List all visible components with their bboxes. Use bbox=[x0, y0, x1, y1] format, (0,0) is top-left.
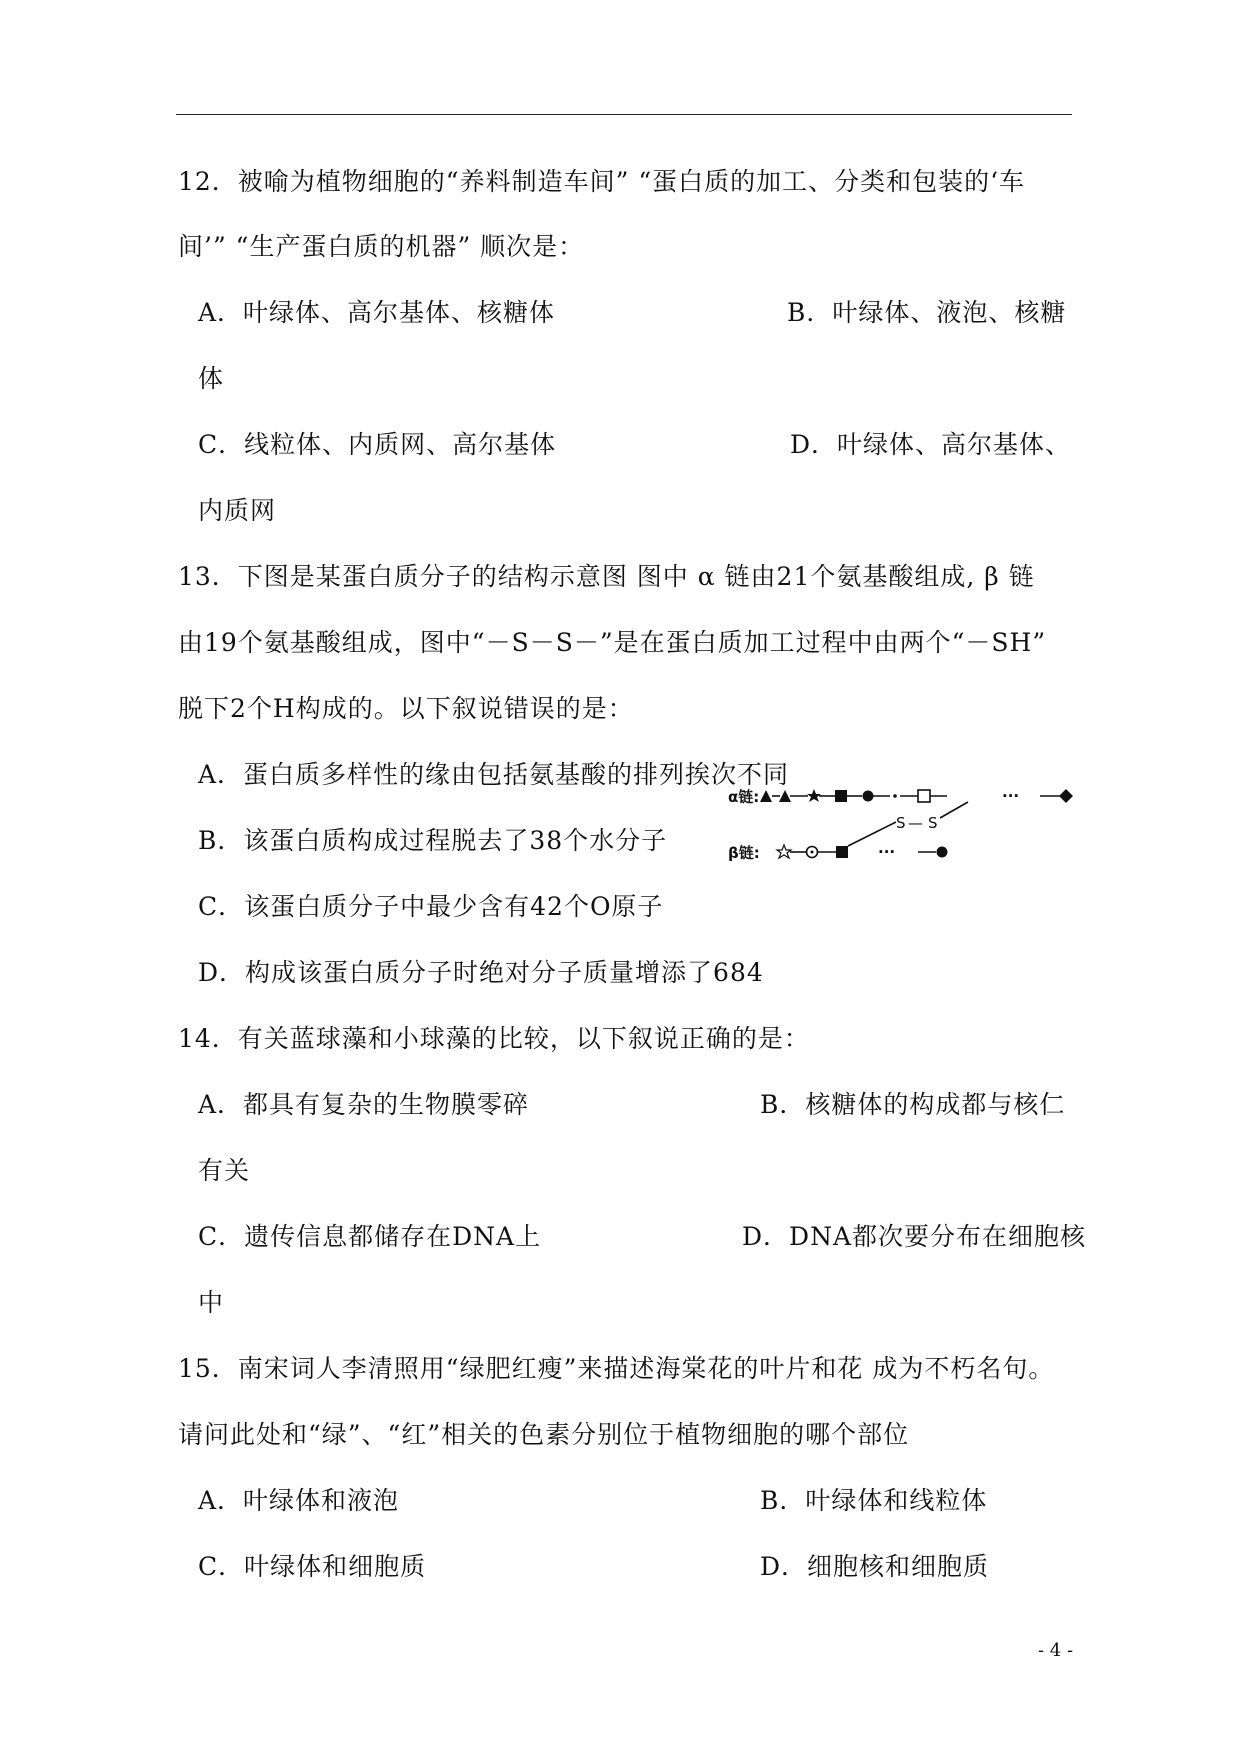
q12-option-b-continued: 体 bbox=[198, 364, 225, 393]
alpha-triangle-residue-2 bbox=[779, 790, 791, 802]
q14-option-b-continued: 有关 bbox=[198, 1156, 251, 1185]
q12-option-d-continued: 内质网 bbox=[198, 496, 277, 525]
q15-option-c: C．叶绿体和细胞质 bbox=[198, 1552, 427, 1581]
q12-stem-line2: 间’” “生产蛋白质的机器” 顺次是： bbox=[178, 232, 585, 261]
q15-option-a: A．叶绿体和液泡 bbox=[198, 1486, 400, 1515]
disulfide-link-alpha bbox=[940, 802, 968, 818]
page-number: - 4 - bbox=[1038, 1640, 1074, 1661]
alpha-triangle-residue-1 bbox=[760, 790, 772, 802]
q13-option-b: B．该蛋白质构成过程脱去了38个水分子 bbox=[198, 826, 668, 855]
q13-option-a: A．蛋白质多样性的缘由包括氨基酸的排列挨次不同 bbox=[198, 760, 790, 789]
sulfur-atom-1: S bbox=[896, 814, 906, 832]
beta-open-circle-center bbox=[811, 851, 814, 854]
q12-option-b: B．叶绿体、液泡、核糖 bbox=[787, 298, 1067, 327]
q15-stem-line1: 15．南宋词人李清照用“绿肥红瘦”来描述海棠花的叶片和花 成为不朽名句。 bbox=[178, 1354, 1055, 1383]
beta-open-star-residue bbox=[777, 845, 791, 858]
sulfur-atom-2: S bbox=[928, 814, 938, 832]
q12-option-d: D．叶绿体、高尔基体、 bbox=[790, 430, 1072, 459]
q12-stem-line1: 12．被喻为植物细胞的“养料制造车间” “蛋白质的加工、分类和包装的‘车 bbox=[178, 167, 1026, 196]
q14-option-c: C．遗传信息都储存在DNA上 bbox=[198, 1222, 542, 1251]
alpha-circle-residue bbox=[863, 791, 874, 802]
q13-stem-line1: 13．下图是某蛋白质分子的结构示意图 图中 α 链由21个氨基酸组成, β 链 bbox=[178, 562, 1035, 591]
q15-stem-line2: 请问此处和“绿”、“红”相关的色素分别位于植物细胞的哪个部位 bbox=[178, 1420, 910, 1449]
q15-option-d: D．细胞核和细胞质 bbox=[760, 1552, 990, 1581]
q13-option-d: D．构成该蛋白质分子时绝对分子质量增添了684 bbox=[198, 958, 764, 987]
q13-stem-line2: 由19个氨基酸组成，图中“－S－S－”是在蛋白质加工过程中由两个“－SH” bbox=[178, 628, 1047, 657]
q14-option-b: B．核糖体的构成都与核仁 bbox=[760, 1090, 1066, 1119]
q14-option-a: A．都具有复杂的生物膜零碎 bbox=[198, 1090, 530, 1119]
q12-option-c: C．线粒体、内质网、高尔基体 bbox=[198, 430, 557, 459]
alpha-square-residue bbox=[835, 790, 847, 802]
alpha-open-square-residue bbox=[918, 790, 930, 802]
alpha-chain-label: α链: bbox=[728, 788, 760, 806]
disulfide-dash: — bbox=[908, 814, 923, 832]
beta-circle-residue bbox=[937, 847, 948, 858]
protein-structure-diagram bbox=[728, 782, 1080, 874]
q14-option-d-continued: 中 bbox=[198, 1288, 225, 1317]
q14-stem: 14．有关蓝球藻和小球藻的比较，以下叙说正确的是： bbox=[178, 1024, 810, 1053]
alpha-diamond-residue bbox=[1059, 789, 1073, 803]
beta-square-residue bbox=[836, 846, 848, 858]
header-rule bbox=[176, 114, 1072, 115]
alpha-ellipsis: ··· bbox=[1002, 787, 1020, 805]
q14-option-d: D．DNA都次要分布在细胞核 bbox=[742, 1222, 1087, 1251]
q12-option-a: A．叶绿体、高尔基体、核糖体 bbox=[198, 298, 556, 327]
q13-stem-line3: 脱下2个H构成的。以下叙说错误的是： bbox=[178, 694, 634, 723]
beta-ellipsis: ··· bbox=[878, 843, 896, 861]
alpha-star-residue bbox=[807, 789, 821, 802]
alpha-small-dot-residue bbox=[893, 794, 897, 798]
q13-option-c: C．该蛋白质分子中最少含有42个O原子 bbox=[198, 892, 664, 921]
beta-chain-label: β链: bbox=[728, 844, 760, 862]
q15-option-b: B．叶绿体和线粒体 bbox=[760, 1486, 988, 1515]
